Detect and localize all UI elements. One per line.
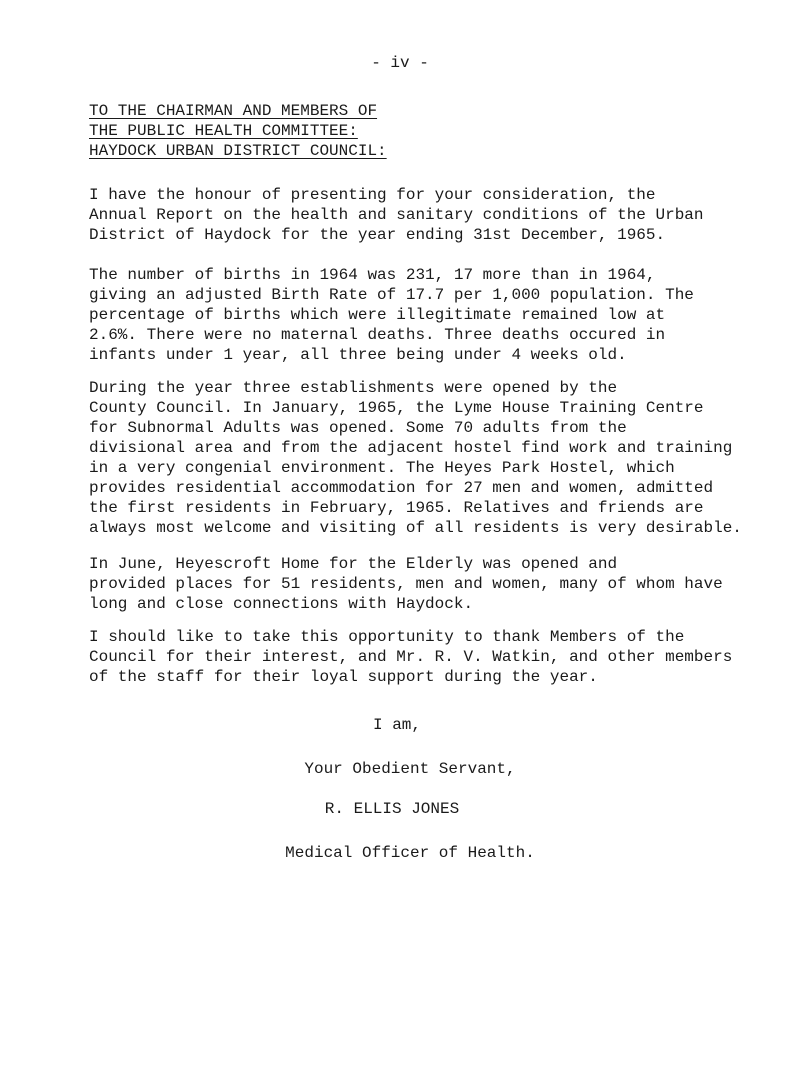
paragraph-introduction: I have the honour of presenting for your consideration, the Annual Report on the health and sanitary conditions of the Urban District of Haydock for the year ending 31st December, 1965. bbox=[89, 186, 704, 244]
paragraph-establishments: During the year three establishments were opened by the County Council. In January, 1965, the Lyme House Training Centre for Subnormal Adults was opened. Some 70 adults from the divisional area and from the adjacent hostel find work and training in a very congenial environment. The Heyes Park Hostel, which provides residential accommodation for 27 men and women, admitted the first residents in February, 1965. Relatives and friends are always most welcome and visiting of all residents is very desirable. bbox=[89, 379, 742, 537]
closing-greeting: I am, bbox=[372, 716, 421, 734]
addressee-line-1: TO THE CHAIRMAN AND MEMBERS OF bbox=[89, 102, 378, 120]
signatory-title: Medical Officer of Health. bbox=[285, 844, 535, 862]
closing-valediction: Your Obedient Servant, bbox=[304, 760, 516, 778]
paragraph-births: The number of births in 1964 was 231, 17 more than in 1964, giving an adjusted Birth Rate of 17.7 per 1,000 population. The percentage of births which were illegitimate remained low at 2.6%. There were no maternal deaths. Three deaths occured in infants under 1 year, all three being under 4 weeks old. bbox=[89, 266, 694, 364]
page-number: - iv - bbox=[371, 54, 429, 72]
addressee-block bbox=[89, 101, 387, 161]
paragraph-elderly-home: In June, Heyescroft Home for the Elderly was opened and provided places for 51 residents, men and women, many of whom have long and close connections with Haydock. bbox=[89, 555, 723, 613]
addressee-line-2: THE PUBLIC HEALTH COMMITTEE: bbox=[89, 122, 358, 140]
addressee-line-3: HAYDOCK URBAN DISTRICT COUNCIL: bbox=[89, 142, 387, 160]
signatory-name: R. ELLIS JONES bbox=[324, 800, 460, 818]
paragraph-thanks: I should like to take this opportunity to thank Members of the Council for their interest, and Mr. R. V. Watkin, and other members of the staff for their loyal support during the year. bbox=[89, 628, 733, 686]
